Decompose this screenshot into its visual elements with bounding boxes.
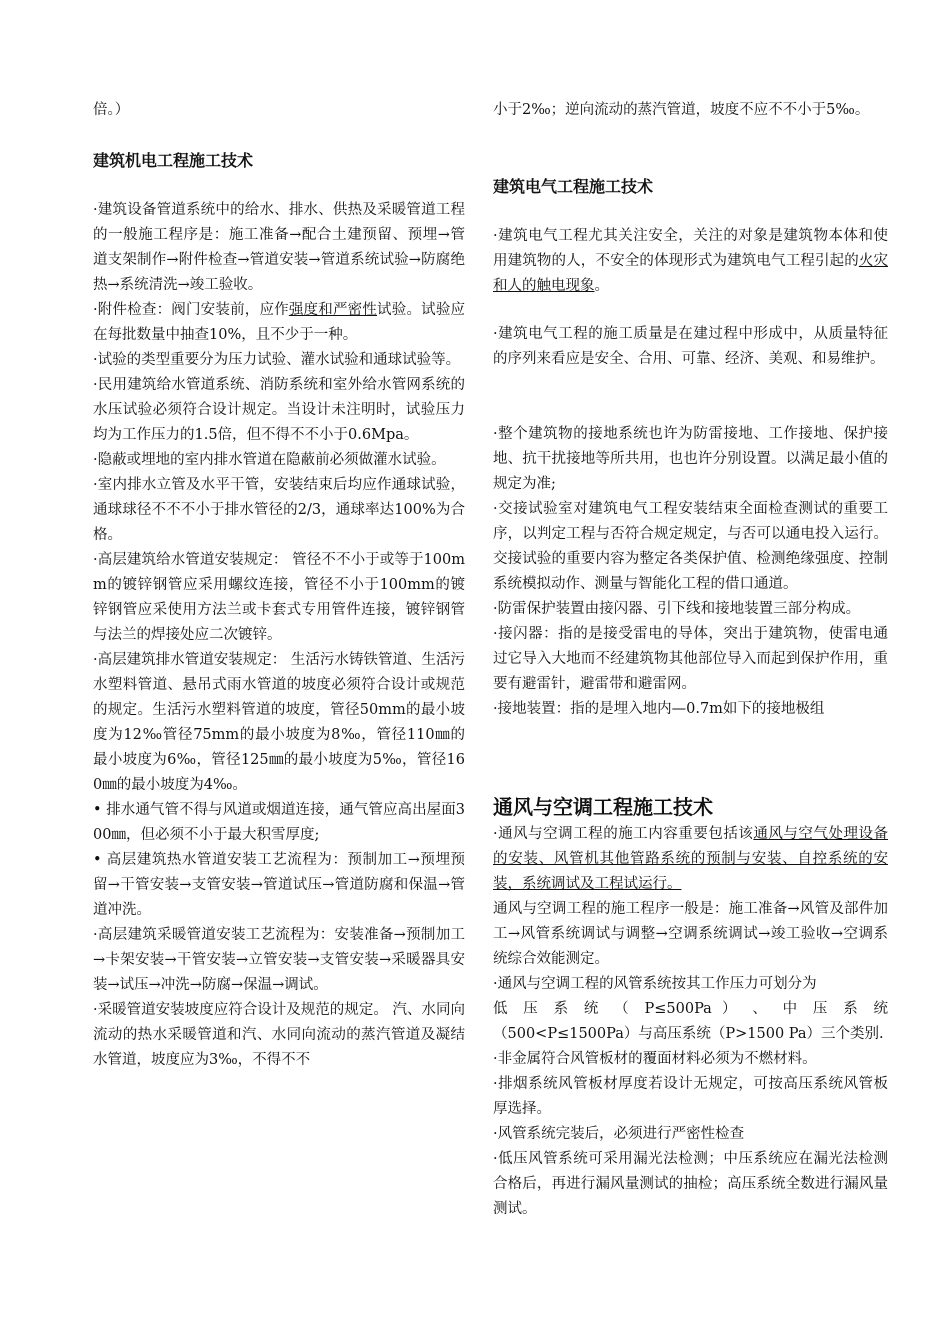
paragraph: ·通风与空调工程的风管系统按其工作压力可划分为 — [493, 976, 817, 992]
intro-tail: 倍。） — [93, 102, 130, 118]
paragraph: • 高层建筑热水管道安装工艺流程为：预制加工→预埋预留→干管安装→支管安装→管道试压→管道防腐和保温→管道冲洗。 — [93, 852, 465, 918]
intro: 小于2‰；逆向流动的蒸汽管道，坡度不应不不小于5‰。 — [493, 102, 870, 118]
paragraph: ·通风与空调工程的施工内容重要包括该通风与空气处理设备的安装、风管机其他管路系统的预制与安装、自控系统的安装，系统调试及工程试运行。 — [493, 826, 889, 892]
underlined-text: 通风与空气处理设备的安装、风管机其他管路系统的预制与安装、自控系统的安装，系统调试及工程试运行。 — [493, 826, 889, 892]
paragraph: ·高层建筑给水管道安装规定： 管径不不小于或等于100mm的镀锌钢管应采用螺纹连接，管径不小于100mm的镀锌钢管应采使用方法兰或卡套式专用管件连接，镀锌钢管与法兰的焊接处应二次镀锌。 — [93, 552, 465, 643]
underlined-text: 强度和严密性 — [288, 302, 378, 318]
paragraph: 通风与空调工程的施工程序一般是：施工准备→风管及部件加工→风管系统调试与调整→空调系统调试→竣工验收→空调系统综合效能测定。 — [493, 901, 888, 967]
paragraph: • 排水通气管不得与风道或烟道连接，通气管应高出屋面300㎜，但必须不小于最大积雪厚度; — [93, 802, 465, 843]
paragraph: ·建筑设备管道系统中的给水、排水、供热及采暖管道工程的一般施工程序是：施工准备→配合土建预留、预埋→管道支架制作→附件检查→管道安装→管道系统试验→防腐绝热→系统清洗→竣工验收。 — [93, 202, 465, 293]
paragraph: ·室内排水立管及水平干管，安装结束后均应作通球试验，通球球径不不不小于排水管径的2/3，通球率达100%为合格。 — [93, 477, 465, 543]
paragraph: ·交接试验室对建筑电气工程安装结束全面检查测试的重要工序，以判定工程与否符合规定规定，与否可以通电投入运行。交接试验的重要内容为整定各类保护值、检测绝缘强度、控制系统模拟动作、测量与智能化工程的借口通道。 — [493, 501, 888, 592]
paragraph: ·整个建筑物的接地系统也许为防雷接地、工作接地、保护接地、抗干扰接地等所共用，也也许分别设置。以满足最小值的规定为准; — [493, 426, 888, 492]
section-heading-hvac: 通风与空调工程施工技术 — [493, 795, 713, 819]
paragraph: ·建筑电气工程尤其关注安全，关注的对象是建筑物本体和使用建筑物的人，不安全的体现形式为建筑电气工程引起的火灾和人的触电现象。 — [493, 228, 889, 294]
paragraph: （500<P≤1500Pa）与高压系统（P>1500 Pa）三个类别. — [493, 1026, 884, 1042]
paragraph: ·风管系统完装后，必须进行严密性检查 — [493, 1126, 745, 1142]
hvac-body — [493, 822, 888, 1222]
paragraph: ·附件检查：阀门安装前，应作强度和严密性试验。试验应在每批数量中抽查10%，且不少于一种。 — [93, 302, 466, 343]
underlined-text: 火灾和人的触电现象 — [493, 253, 889, 294]
mep-body — [93, 198, 465, 1073]
paragraph: ·隐蔽或埋地的室内排水管道在隐蔽前必须做灌水试验。 — [93, 452, 446, 468]
paragraph: ·低压风管系统可采用漏光法检测；中压系统应在漏光法检测合格后，再进行漏风量测试的抽检；高压系统全数进行漏风量测试。 — [493, 1151, 888, 1217]
electrical-body — [493, 422, 888, 722]
paragraph: ·民用建筑给水管道系统、消防系统和室外给水管网系统的水压试验必须符合设计规定。当设计未注明时，试验压力均为工作压力的1.5倍，但不得不不小于0.6Mpa。 — [93, 377, 465, 443]
paragraph: ·排烟系统风管板材厚度若设计无规定，可按高压系统风管板厚选择。 — [493, 1076, 888, 1117]
paragraph: ·试验的类型重要分为压力试验、灌水试验和通球试验等。 — [93, 352, 461, 368]
paragraph: ·高层建筑排水管道安装规定： 生活污水铸铁管道、生活污水塑料管道、悬吊式雨水管道的坡度必须符合设计或规范的规定。生活污水塑料管道的坡度，管径50mm的最小坡度为12‰管径75mm的最小坡度为8‰，管径110㎜的最小坡度为6‰，管径125㎜的最小坡度为5‰，管径160㎜的最小坡度为4‰。 — [93, 652, 465, 793]
paragraph: ·高层建筑采暖管道安装工艺流程为：安装准备→预制加工→卡架安装→干管安装→立管安装→支管安装→采暖器具安装→试压→冲洗→防腐→保温→调试。 — [93, 927, 465, 993]
paragraph: ·建筑电气工程的施工质量是在建过程中形成中，从质量特征的序列来看应是安全、合用、可靠、经济、美观、和易维护。 — [493, 326, 888, 367]
section-heading-mep: 建筑机电工程施工技术 — [93, 151, 254, 170]
paragraph: ·非金属符合风管板材的覆面材料必须为不燃材料。 — [493, 1051, 817, 1067]
paragraph: ·接闪器：指的是接受雷电的导体，突出于建筑物，使雷电通过它导入大地而不经建筑物其他部位导入而起到保护作用，重要有避雷针，避雷带和避雷网。 — [493, 626, 888, 692]
paragraph: ·防雷保护装置由接闪器、引下线和接地装置三部分构成。 — [493, 601, 861, 617]
paragraph: ·采暖管道安装坡度应符合设计及规范的规定。 汽、水同向流动的热水采暖管道和汽、水同向流动的蒸汽管道及凝结水管道，坡度应为3‰，不得不不 — [93, 1002, 465, 1068]
paragraph: ·接地装置：指的是埋入地内—0.7m如下的接地极组 — [493, 701, 825, 717]
pressure-line: 低 压 系 统 （ P≤500Pa ） 、 中 压 系 统 — [493, 1001, 888, 1017]
section-heading-electrical: 建筑电气工程施工技术 — [493, 177, 654, 196]
